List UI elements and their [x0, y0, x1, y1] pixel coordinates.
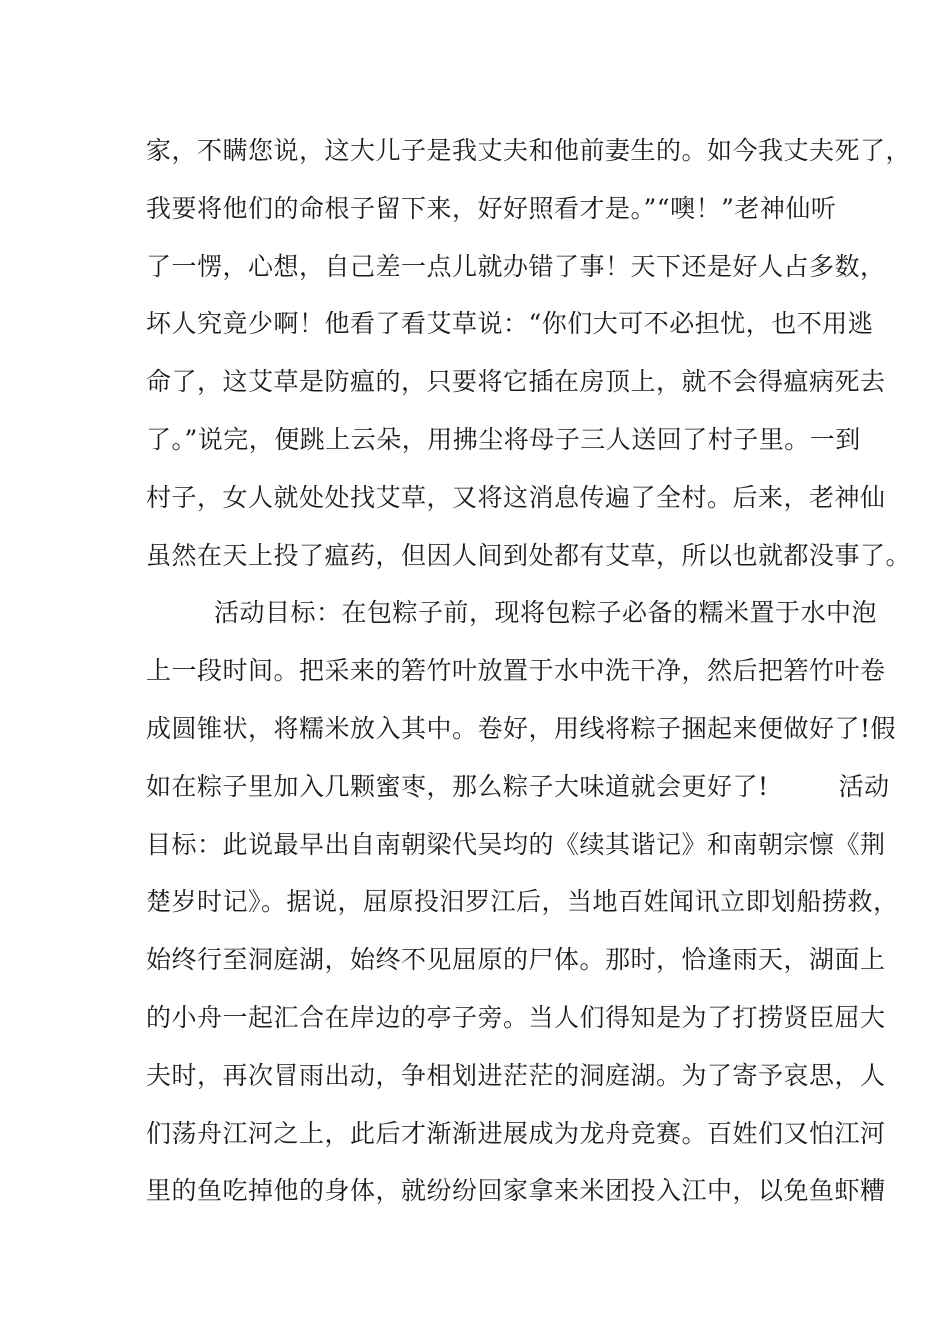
- text-line: 里的鱼吃掉他的身体，就纷纷回家拿来米团投入江中，以免鱼虾糟: [146, 1176, 886, 1206]
- text-line: 了。”说完，便跳上云朵，用拂尘将母子三人送回了村子里。一到: [146, 424, 861, 454]
- text-line: 了一愣，心想，自己差一点儿就办错了事！天下还是好人占多数，: [146, 251, 886, 281]
- text-line: 坏人究竟少啊！他看了看艾草说：“你们大可不必担忧，也不用逃: [146, 309, 874, 339]
- text-line: 家，不瞒您说，这大儿子是我丈夫和他前妻生的。如今我丈夫死了，: [146, 136, 912, 165]
- text-line: 虽然在天上投了瘟药，但因人间到处都有艾草，所以也就都没事了。: [146, 540, 912, 570]
- text-line-composite: [146, 764, 890, 822]
- text-line: 楚岁时记》。据说，屈原投汨罗江后，当地百姓闻讯立即划船捞救，: [146, 887, 899, 917]
- text-line: 上一段时间。把采来的箬竹叶放置于水中洗干净，然后把箬竹叶卷: [146, 656, 886, 686]
- text-line: 的小舟一起汇合在岸边的亭子旁。当人们得知是为了打捞贤臣屈大: [146, 1002, 886, 1032]
- text-segment: 活动: [838, 771, 890, 801]
- text-line: 们荡舟江河之上，此后才渐渐进展成为龙舟竞赛。百姓们又怕江河: [146, 1118, 886, 1148]
- text-line: 村子，女人就处处找艾草，又将这消息传遍了全村。后来，老神仙: [146, 482, 886, 512]
- text-line: 始终行至洞庭湖，始终不见屈原的尸体。那时，恰逢雨天，湖面上: [146, 945, 886, 975]
- text-line: 目标：此说最早出自南朝梁代吴均的《续其谐记》和南朝宗懔《荆: [146, 829, 886, 859]
- text-line: 命了，这艾草是防瘟的，只要将它插在房顶上，就不会得瘟病死去: [146, 367, 886, 397]
- text-line: 成圆锥状，将糯米放入其中。卷好，用线将粽子捆起来便做好了!假: [146, 713, 897, 743]
- text-segment: 如在粽子里加入几颗蜜枣，那么粽子大味道就会更好了!: [146, 771, 769, 801]
- body-text: [146, 128, 912, 1226]
- text-line: 活动目标：在包粽子前，现将包粽子必备的糯米置于水中泡: [214, 598, 878, 628]
- text-line: 夫时，再次冒雨出动，争相划进茫茫的洞庭湖。为了寄予哀思，人: [146, 1060, 886, 1090]
- text-line: 我要将他们的命根子留下来，好好照看才是。”“噢！”老神仙听: [146, 193, 837, 223]
